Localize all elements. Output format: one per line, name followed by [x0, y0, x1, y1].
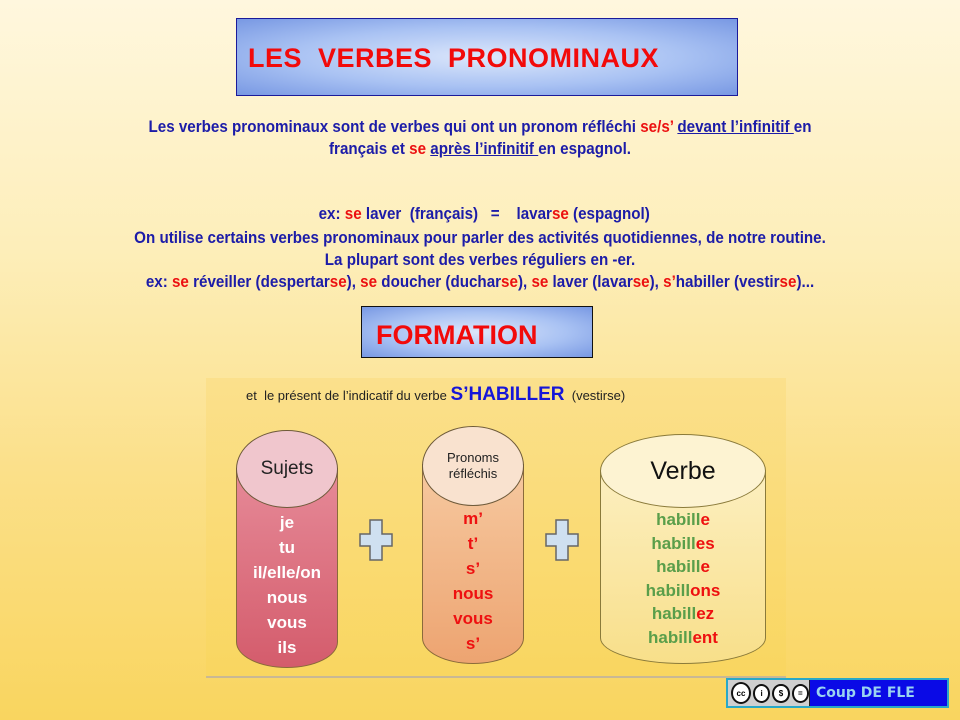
example-text: doucher (duchar	[377, 273, 502, 291]
verb-stem: habill	[648, 627, 693, 647]
intro-text: Les verbes pronominaux sont de verbes qui ont un pronom réfléchi	[148, 118, 641, 136]
pronoun-item: s’	[465, 559, 481, 578]
example-text: ),	[517, 273, 532, 291]
conjugation-diagram	[206, 378, 786, 678]
example-text: ex:	[145, 273, 172, 291]
creative-commons-license	[728, 680, 810, 706]
conjugation-row	[600, 579, 766, 603]
intro-line-1	[38, 116, 921, 138]
intro-text: français et	[328, 140, 410, 158]
plus-icon	[544, 518, 580, 562]
pronouns-list	[422, 506, 524, 656]
highlight-se: se	[171, 273, 189, 291]
subject-item: il/elle/on	[252, 563, 322, 582]
verb-ending: ons	[690, 580, 721, 600]
example-text: )...	[796, 273, 815, 291]
highlight-se: se	[501, 273, 518, 291]
subject-item: vous	[267, 613, 307, 632]
formation-heading: FORMATION	[376, 320, 538, 350]
usage-line-2: La plupart sont des verbes réguliers en -er.	[324, 251, 636, 269]
verb-ending: ent	[692, 627, 718, 647]
intro-line-2	[38, 138, 921, 160]
example-text: ),	[649, 273, 664, 291]
pronoun-item: nous	[452, 584, 494, 603]
intro-text: en	[793, 118, 812, 136]
example-text: réveiller (despertar	[188, 273, 330, 291]
example-text: ),	[346, 273, 361, 291]
cc-icon: cc	[731, 682, 751, 704]
by-icon: i	[753, 684, 770, 703]
highlight-se: se	[551, 205, 569, 223]
verb-header	[600, 434, 766, 508]
usage-line-1: On utilise certains verbes pronominaux pour parler des activités quotidiennes, de notre routine.	[134, 229, 826, 247]
verb-ending: e	[700, 557, 710, 576]
highlight-se: se	[344, 205, 362, 223]
header-label: Pronoms	[446, 450, 500, 465]
underline-apres: après l’infinitif	[430, 140, 539, 158]
subjects-cylinder	[236, 430, 338, 668]
highlight-se: se	[779, 273, 797, 291]
pronoun-item: m’	[463, 509, 483, 528]
verb-stem: habill	[656, 557, 701, 576]
header-label: Verbe	[650, 456, 716, 485]
intro-example	[38, 181, 921, 225]
subtitle-translation: (vestirse)	[564, 388, 626, 403]
verb-stem: habill	[656, 510, 701, 529]
subtitle-text: et le présent de l’indicatif du verbe	[246, 388, 451, 403]
nd-icon: =	[792, 684, 809, 703]
highlight-se: s’	[663, 273, 676, 291]
highlight-se: se	[329, 273, 347, 291]
example-text: laver (français) = lavar	[361, 205, 552, 223]
page-title: LES VERBES PRONOMINAUX	[248, 43, 660, 73]
pronouns-header	[422, 426, 524, 506]
conjugation-row	[600, 602, 766, 626]
header-label: réfléchis	[448, 466, 498, 481]
verb-ending: es	[695, 533, 715, 553]
highlight-se: se/s’	[640, 118, 674, 136]
example-text: habiller (vestir	[675, 273, 780, 291]
verb-cylinder	[600, 434, 766, 664]
highlight-se: se	[531, 273, 549, 291]
subjects-header	[236, 430, 338, 508]
pronoun-item: vous	[453, 609, 493, 628]
verb-stem: habill	[651, 533, 696, 553]
conjugation-row	[600, 555, 766, 579]
example-text: ex:	[318, 205, 345, 223]
verb-ending: e	[700, 510, 710, 529]
example-text: laver (lavar	[548, 273, 633, 291]
coup-de-fle-logo: Coup DE FLE	[816, 685, 915, 701]
license-badge[interactable]	[726, 678, 949, 708]
conjugation-row	[600, 626, 766, 650]
highlight-se: se	[409, 140, 427, 158]
subject-item: je	[279, 513, 295, 532]
verb-conjugations	[600, 508, 766, 649]
conjugation-row	[600, 508, 766, 532]
diagram-subtitle	[246, 384, 625, 406]
verb-stem: habill	[645, 580, 691, 600]
subject-item: nous	[266, 588, 308, 607]
conjugation-row	[600, 532, 766, 556]
verb-stem: habill	[651, 604, 697, 623]
highlight-se: se	[360, 273, 378, 291]
subjects-list	[236, 510, 338, 660]
title-banner	[236, 18, 738, 96]
usage-examples	[38, 271, 921, 293]
plus-icon	[358, 518, 394, 562]
nc-icon: $	[772, 684, 789, 703]
subject-item: ils	[277, 638, 297, 657]
intro-text: en espagnol.	[538, 140, 632, 158]
example-text: (espagnol)	[568, 205, 650, 223]
underline-devant: devant l’infinitif	[677, 118, 794, 136]
verb-name: S’HABILLER	[450, 384, 565, 405]
pronoun-item: t’	[467, 534, 479, 553]
subject-item: tu	[278, 538, 296, 557]
highlight-se: se	[632, 273, 650, 291]
verb-ending: ez	[696, 604, 715, 623]
pronouns-cylinder	[422, 426, 524, 664]
header-label: Sujets	[260, 458, 314, 479]
pronoun-item: s’	[465, 634, 481, 653]
formation-banner	[361, 306, 593, 358]
